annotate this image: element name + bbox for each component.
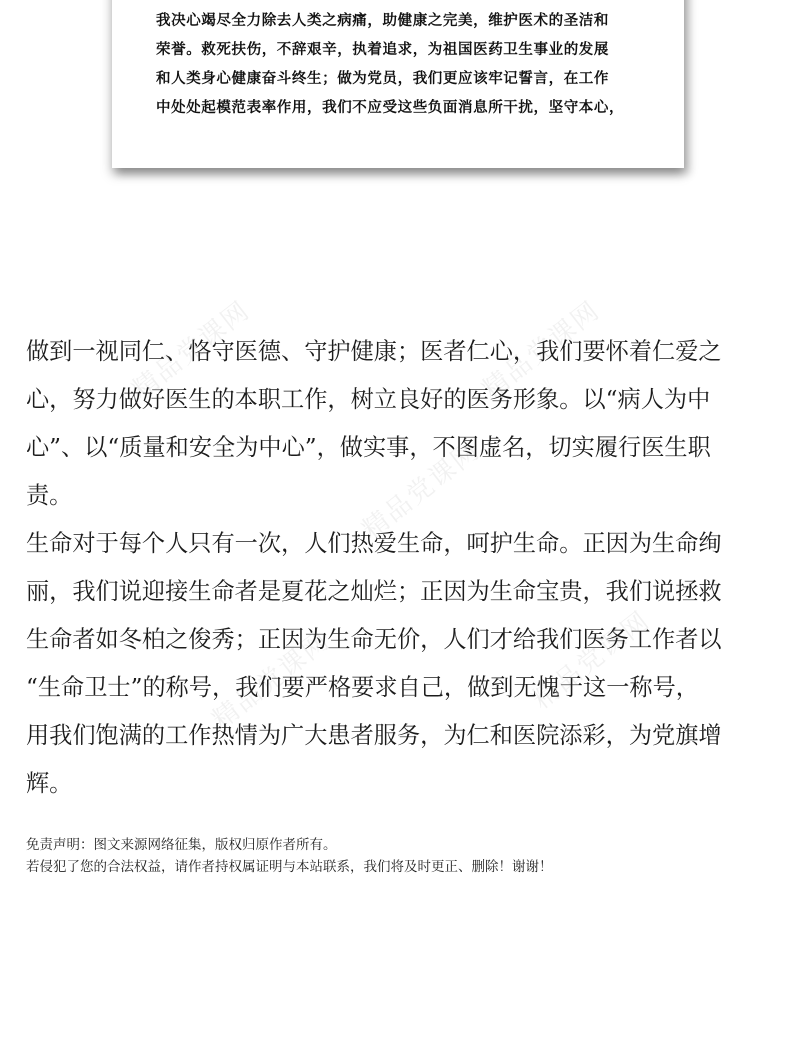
body-line: 责。	[26, 482, 73, 509]
watermark: 精品党课网	[477, 295, 606, 406]
watermark: 精品党课网	[127, 295, 256, 406]
quote-text	[156, 6, 654, 122]
body-line: 心，努力做好医生的本职工作，树立良好的医务形象。以“病人为中	[26, 386, 711, 413]
body-line: 心”、以“质量和安全为中心”，做实事，不图虚名，切实履行医生职	[26, 434, 711, 461]
quote-line: 中处处起模范表率作用，我们不应受这些负面消息所干扰，坚守本心，	[156, 99, 625, 116]
disclaimer-line: 若侵犯了您的合法权益，请作者持权属证明与本站联系，我们将及时更正、删除！谢谢！	[26, 859, 553, 875]
body-text	[26, 328, 778, 808]
disclaimer-line: 免责声明：图文来源网络征集，版权归原作者所有。	[26, 837, 337, 853]
quote-line: 和人类身心健康奋斗终生；做为党员，我们更应该牢记誓言，在工作	[156, 70, 609, 87]
body-line: 用我们饱满的工作热情为广大患者服务，为仁和医院添彩，为党旗增	[26, 722, 722, 749]
body-line: 丽，我们说迎接生命者是夏花之灿烂；正因为生命宝贵，我们说拯救	[26, 578, 722, 605]
body-line: 辉。	[26, 770, 73, 797]
quote-line: 荣誉。救死扶伤，不辞艰辛，执着追求，为祖国医药卫生事业的发展	[156, 41, 609, 58]
watermark: 精品党课网	[207, 625, 336, 736]
body-line: “生命卫士”的称号，我们要严格要求自己，做到无愧于这一称号，	[26, 674, 699, 701]
disclaimer	[26, 834, 766, 878]
watermark: 精品党课网	[527, 605, 656, 716]
body-line: 生命者如冬柏之俊秀；正因为生命无价，人们才给我们医务工作者以	[26, 626, 722, 653]
body-line: 做到一视同仁、恪守医德、守护健康；医者仁心，我们要怀着仁爱之	[26, 338, 722, 365]
watermark: 精品党课网	[357, 435, 486, 546]
body-line: 生命对于每个人只有一次，人们热爱生命，呵护生命。正因为生命绚	[26, 530, 722, 557]
quote-line: 我决心竭尽全力除去人类之病痛，助健康之完美，维护医术的圣洁和	[156, 12, 609, 29]
quote-card	[112, 0, 684, 168]
